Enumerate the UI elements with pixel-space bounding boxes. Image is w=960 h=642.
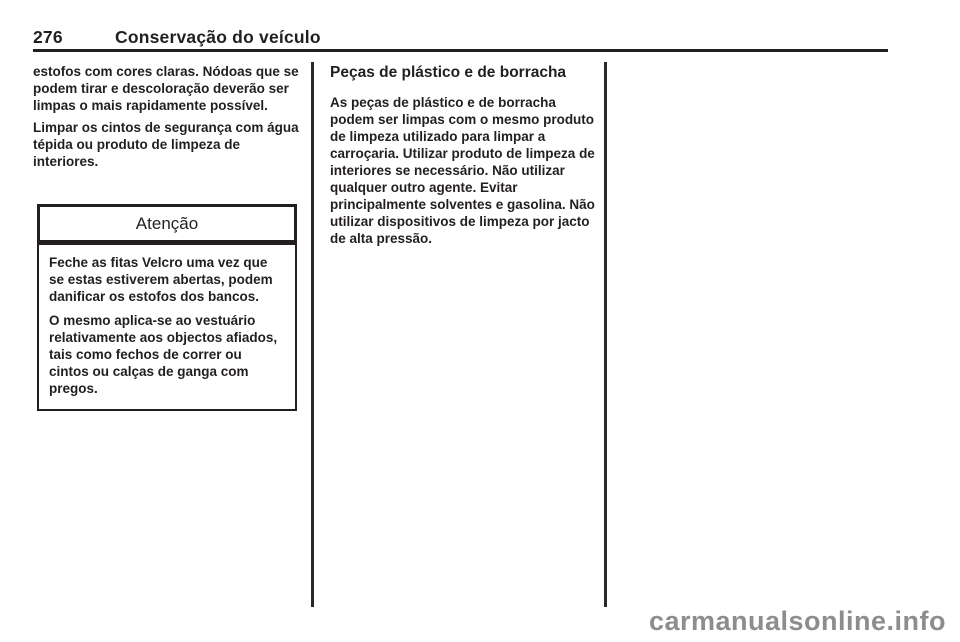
paragraph: estofos com cores claras. Nódoas que se podem tirar e descoloração deverão ser limpas o mais rapidamente possível. xyxy=(33,64,299,113)
watermark: carmanualsonline.info xyxy=(648,606,946,636)
column-divider-left xyxy=(311,62,314,607)
header-rule xyxy=(33,49,888,52)
left-column xyxy=(33,63,299,175)
paragraph: Feche as fitas Velcro uma vez que se estas estiverem abertas, podem danificar os estofos dos bancos. xyxy=(49,255,273,304)
paragraph: O mesmo aplica-se ao vestuário relativamente aos objectos afiados, tais como fechos de correr ou cintos ou calças de ganga com pregos. xyxy=(49,313,278,396)
warning-box xyxy=(37,204,297,411)
column-divider-right xyxy=(604,62,607,607)
chapter-title: Conservação do veículo xyxy=(115,27,321,47)
right-column xyxy=(330,63,596,252)
paragraph: Limpar os cintos de segurança com água tépida ou produto de limpeza de interiores. xyxy=(33,120,299,169)
warning-box-title: Atenção xyxy=(37,204,297,243)
section-heading: Peças de plástico e de borracha xyxy=(330,64,567,81)
paragraph: As peças de plástico e de borracha podem ser limpas com o mesmo produto de limpeza utilizado para limpar a carroçaria. Utilizar produto de limpeza de interiores se necessário. Não utilizar qualquer outro agente. Evitar principalmente solventes e gasolina. Não utilizar dispositivos de limpeza por jacto de alta pressão. xyxy=(330,95,595,246)
page-number: 276 xyxy=(33,27,63,47)
warning-box-body xyxy=(37,243,297,411)
